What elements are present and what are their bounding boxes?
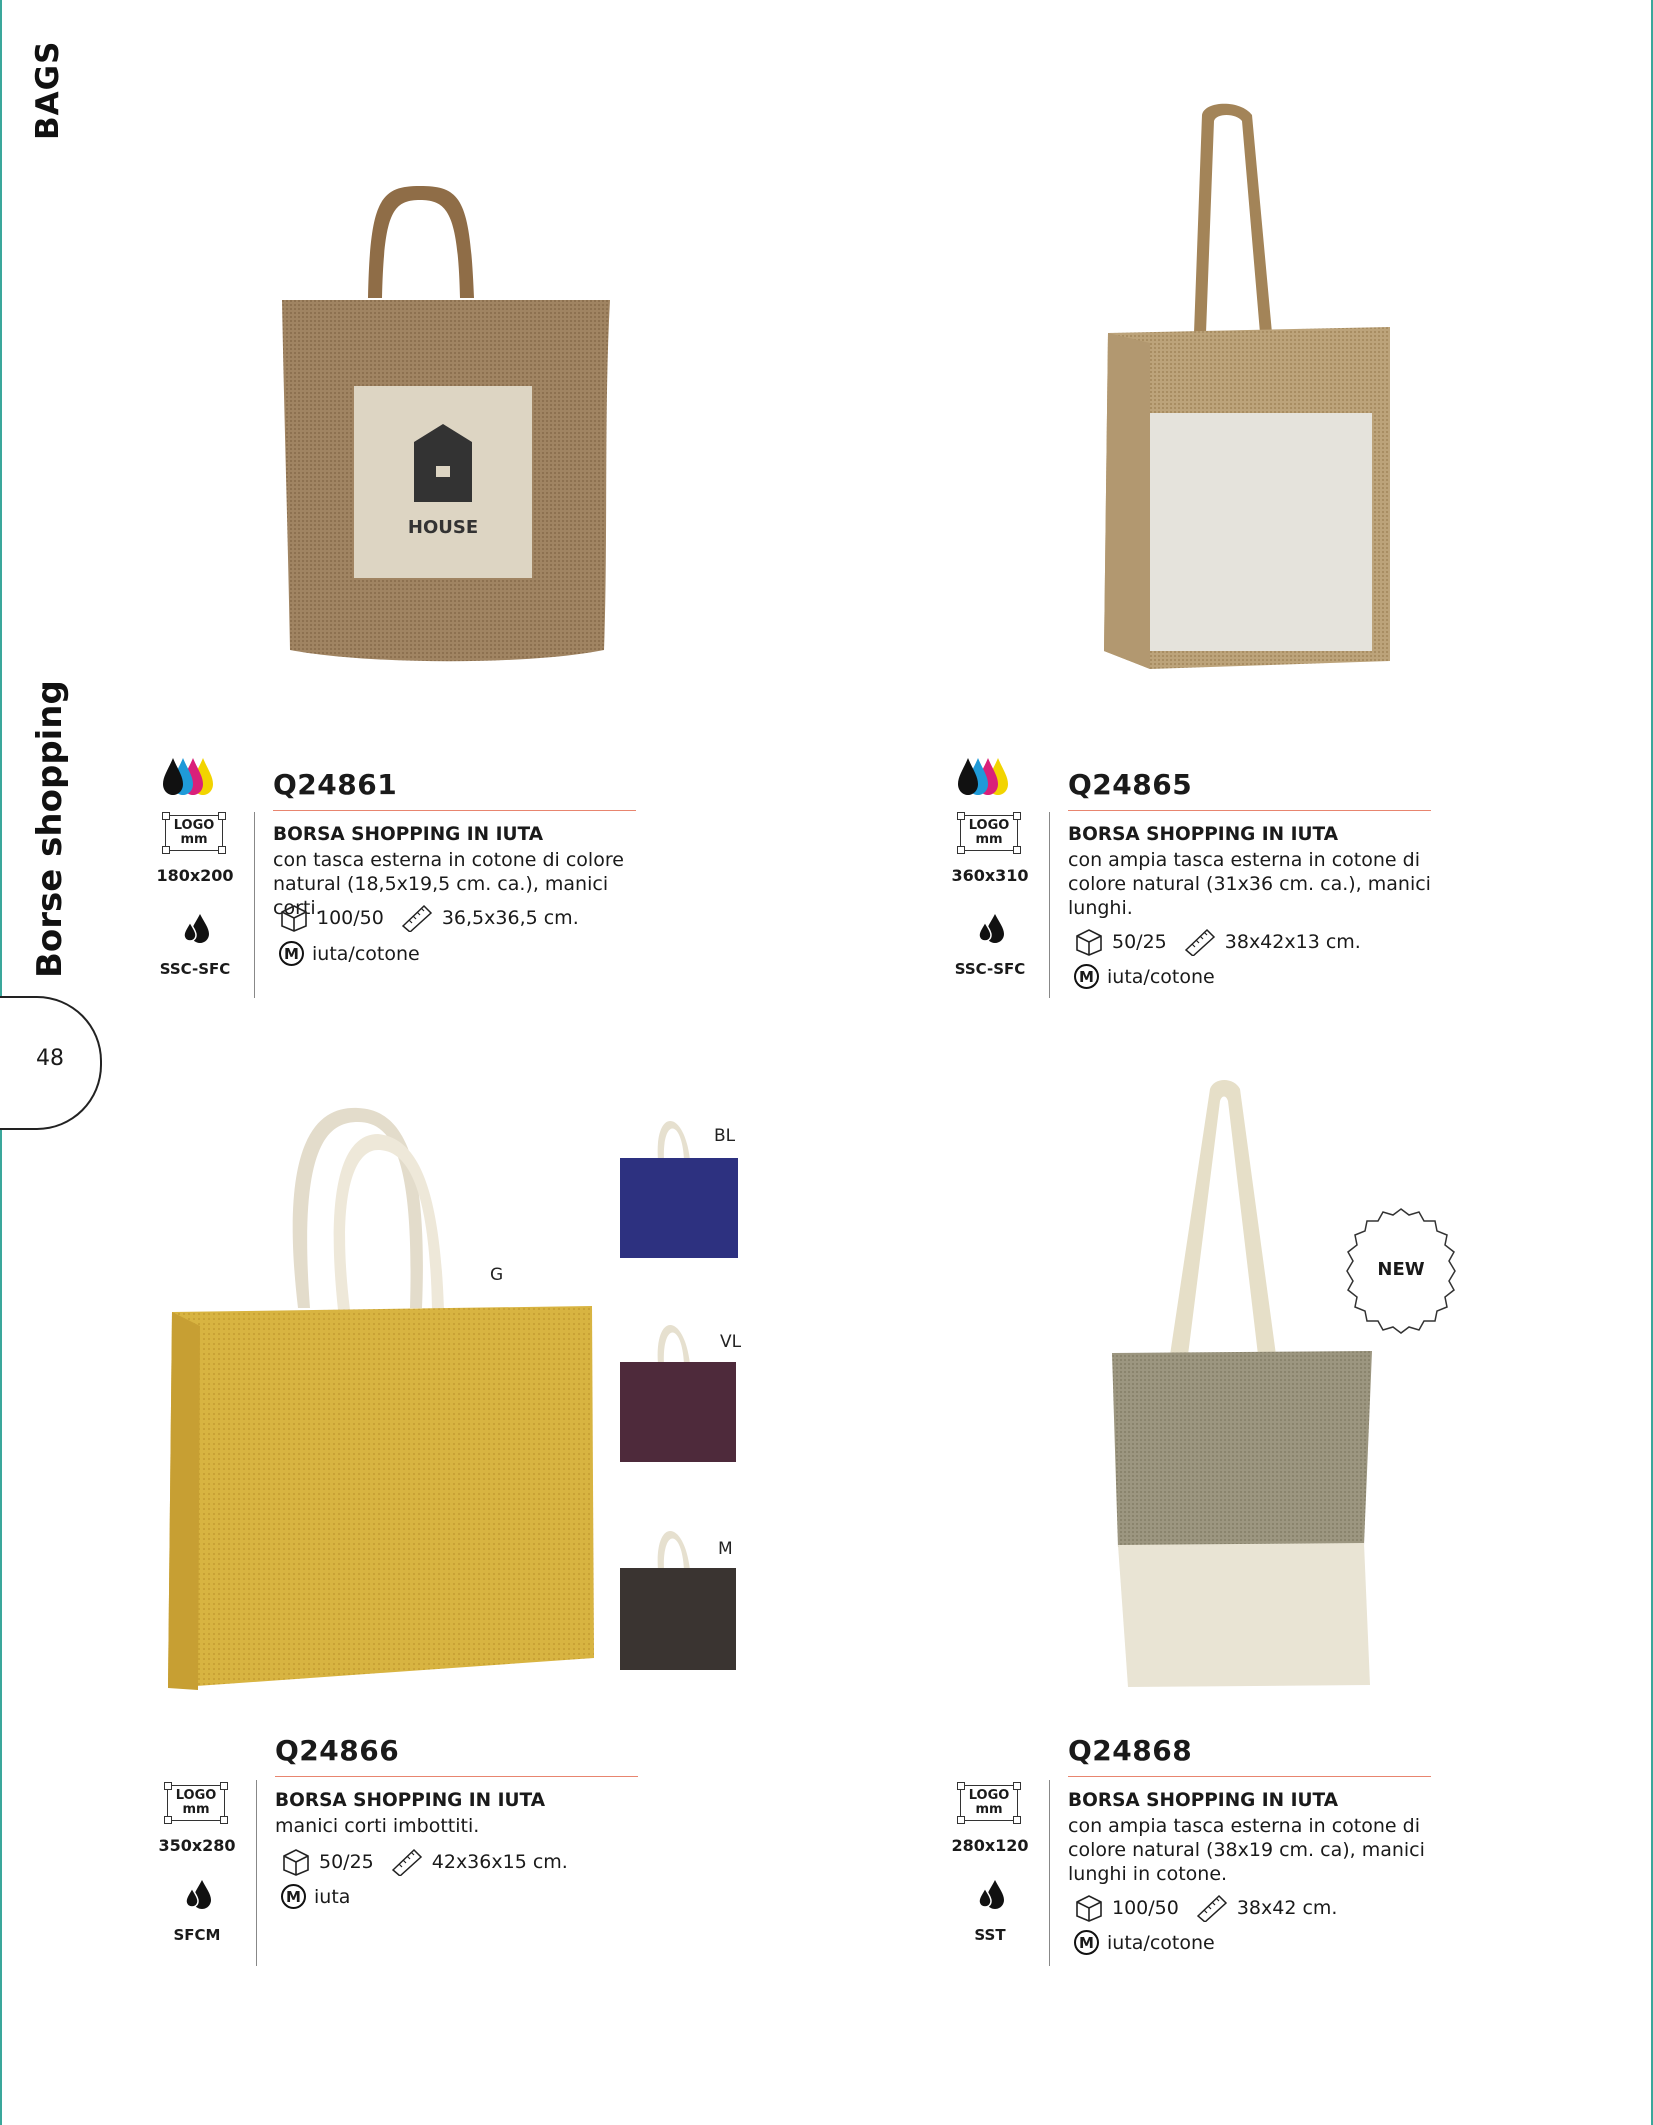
color-swatch-bl[interactable]	[618, 1098, 738, 1258]
logo-label: LOGO	[968, 818, 1010, 833]
logo-area-icon	[960, 1785, 1018, 1821]
accent-rule	[273, 810, 636, 811]
print-area: 360x310	[951, 866, 1029, 885]
spec-row	[1074, 1894, 1337, 1922]
box-icon	[279, 904, 309, 932]
product-dimensions: 38x42x13 cm.	[1224, 931, 1361, 953]
product-title: BORSA SHOPPING IN IUTA	[1068, 1790, 1339, 1811]
accent-rule	[1068, 1776, 1431, 1777]
logo-unit: mm	[975, 832, 1003, 847]
product-card-q24865	[950, 754, 1653, 1024]
packaging-qty: 50/25	[1112, 931, 1167, 953]
logo-unit: mm	[180, 832, 208, 847]
material-icon: M	[1074, 964, 1099, 989]
ruler-icon	[1183, 928, 1217, 956]
product-card-q24868	[950, 1720, 1653, 1990]
packaging-qty: 50/25	[319, 1851, 374, 1873]
material-row	[279, 941, 420, 966]
product-description: manici corti imbottiti.	[275, 1815, 480, 1837]
swatch-label-vl: VL	[720, 1332, 742, 1352]
logo-area-icon	[165, 815, 223, 851]
product-image-q24865	[1090, 95, 1420, 685]
material-row	[1074, 1930, 1215, 1955]
box-icon	[1074, 928, 1104, 956]
divider-line	[256, 1780, 257, 1966]
print-technique: SSC-SFC	[954, 960, 1026, 978]
packaging-qty: 100/50	[317, 907, 384, 929]
product-description: con ampia tasca esterna in cotone di colore natural (38x19 cm. ca), manici lunghi in cotone.	[1068, 1815, 1425, 1885]
logo-label: LOGO	[968, 1788, 1010, 1803]
color-swatch-m[interactable]	[618, 1512, 738, 1672]
product-title: BORSA SHOPPING IN IUTA	[273, 824, 544, 845]
ruler-icon	[400, 904, 434, 932]
new-badge-label: NEW	[1377, 1259, 1425, 1280]
logo-unit: mm	[182, 1802, 210, 1817]
product-description: con ampia tasca esterna in cotone di colore natural (31x36 cm. ca.), manici lunghi.	[1068, 849, 1431, 919]
spec-row	[1074, 928, 1361, 956]
divider-line	[1049, 1780, 1050, 1966]
product-code: Q24861	[273, 768, 398, 801]
ink-drops-icon	[977, 1878, 1005, 1910]
swatch-label-bl: BL	[714, 1126, 736, 1146]
ink-drops-icon	[184, 1878, 212, 1910]
ruler-icon	[390, 1848, 424, 1876]
swatch-label-m: M	[718, 1539, 733, 1559]
color-swatch-vl[interactable]	[618, 1306, 738, 1466]
material-icon: M	[281, 1884, 306, 1909]
image-logo-text: HOUSE	[407, 517, 479, 538]
logo-area-icon	[960, 815, 1018, 851]
print-technique: SST	[974, 1926, 1006, 1944]
print-technique: SSC-SFC	[159, 960, 231, 978]
print-area: 180x200	[156, 866, 234, 885]
product-image-q24866	[158, 1098, 598, 1698]
material-icon: M	[279, 941, 304, 966]
product-material: iuta	[314, 1885, 351, 1908]
cmyk-ink-icon	[950, 756, 1030, 796]
material-row	[1074, 964, 1215, 989]
cmyk-ink-icon	[155, 756, 235, 796]
product-dimensions: 42x36x15 cm.	[431, 1851, 568, 1873]
product-code: Q24866	[275, 1734, 400, 1767]
logo-unit: mm	[975, 1802, 1003, 1817]
product-title: BORSA SHOPPING IN IUTA	[1068, 824, 1339, 845]
product-code: Q24865	[1068, 768, 1193, 801]
product-code: Q24868	[1068, 1734, 1193, 1767]
main-color-code: G	[490, 1265, 504, 1285]
print-technique: SFCM	[173, 1926, 221, 1944]
product-material: iuta/cotone	[1107, 965, 1215, 988]
product-dimensions: 36,5x36,5 cm.	[441, 907, 579, 929]
ink-drops-icon	[182, 912, 210, 944]
logo-label: LOGO	[173, 818, 215, 833]
section-title: Borse shopping	[30, 680, 70, 978]
spec-row	[281, 1848, 568, 1876]
divider-line	[254, 812, 255, 998]
logo-area-icon	[167, 1785, 225, 1821]
product-material: iuta/cotone	[1107, 1931, 1215, 1954]
material-icon: M	[1074, 1930, 1099, 1955]
ink-drops-icon	[977, 912, 1005, 944]
box-icon	[1074, 1894, 1104, 1922]
product-title: BORSA SHOPPING IN IUTA	[275, 1790, 546, 1811]
accent-rule	[275, 1776, 638, 1777]
material-row	[281, 1884, 350, 1909]
box-icon	[281, 1848, 311, 1876]
category-label: BAGS	[30, 40, 66, 140]
product-material: iuta/cotone	[312, 942, 420, 965]
packaging-qty: 100/50	[1112, 1897, 1179, 1919]
page-number: 48	[36, 1046, 64, 1071]
ruler-icon	[1195, 1894, 1229, 1922]
logo-label: LOGO	[175, 1788, 217, 1803]
product-description: con tasca esterna in cotone di colore natural (18,5x19,5 cm. ca.), manici corti.	[273, 849, 624, 919]
product-image-q24868	[1100, 1075, 1390, 1695]
spec-row	[279, 904, 579, 932]
print-area: 350x280	[158, 1836, 236, 1855]
product-dimensions: 38x42 cm.	[1236, 1897, 1338, 1919]
print-area: 280x120	[951, 1836, 1029, 1855]
accent-rule	[1068, 810, 1431, 811]
product-image-q24861	[270, 180, 620, 680]
divider-line	[1049, 812, 1050, 998]
